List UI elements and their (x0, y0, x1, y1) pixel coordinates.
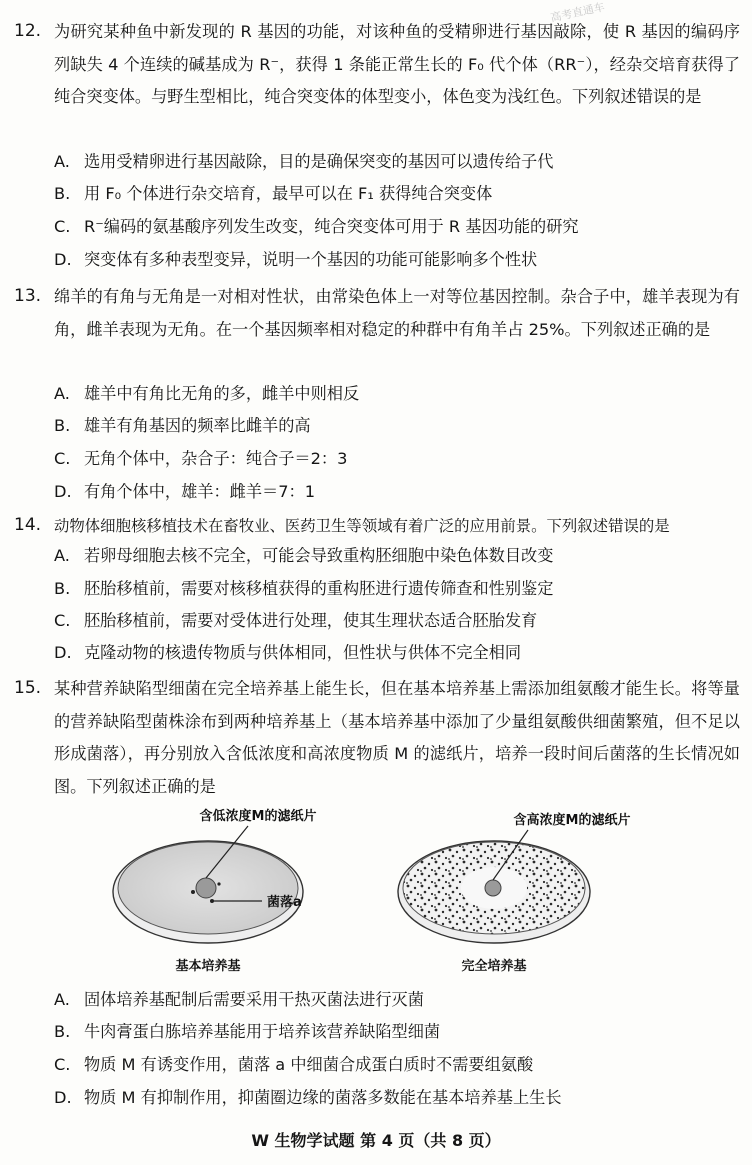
option-label: C. (54, 611, 71, 630)
option-label: A. (54, 990, 70, 1009)
option-label: B. (54, 1022, 71, 1041)
option-text: 雄羊中有角比无角的多，雌羊中则相反 (84, 384, 360, 403)
filter-paper-disc (196, 878, 216, 898)
question-stem: 为研究某种鱼中新发现的 R 基因的功能，对该种鱼的受精卵进行基因敲除，使 R 基因的编码序列缺失 4 个连续的碱基成为 R⁻，获得 1 条能正常生长的 F₀ 代个体（RR⁻），经杂交培育获得了纯合突变体。与野生型相比，纯合突变体的体型变小，体色变为浅红色。下列叙述错误的是 (54, 22, 740, 106)
colony-dot (217, 882, 220, 885)
option-label: A. (54, 152, 70, 171)
option-label: D. (54, 482, 72, 501)
colony-a (191, 890, 195, 894)
option-text: 物质 M 有抑制作用，抑菌圈边缘的菌落多数能在基本培养基上生长 (84, 1088, 562, 1107)
option-text: 若卵母细胞去核不完全，可能会导致重构胚细胞中染色体数目改变 (84, 546, 554, 565)
option-label: B. (54, 579, 71, 598)
option-b (54, 1020, 740, 1044)
complete-medium-dish (398, 830, 590, 943)
option-text: 克隆动物的核遗传物质与供体相同，但性状与供体不完全相同 (84, 643, 522, 662)
watermark: 高考直通车 (549, 0, 606, 25)
option-label: A. (54, 546, 70, 565)
option-label: C. (54, 217, 71, 236)
option-label: D. (54, 1088, 72, 1107)
option-label: C. (54, 449, 71, 468)
option-text: 雄羊有角基因的频率比雌羊的高 (84, 416, 311, 435)
page-footer: W 生物学试题 第 4 页（共 8 页） (251, 1131, 501, 1150)
option-b (54, 182, 740, 206)
option-text: 牛肉膏蛋白胨培养基能用于培养该营养缺陷型细菌 (84, 1022, 441, 1041)
label-high-concentration: 含高浓度M的滤纸片 (513, 813, 631, 828)
caption-complete-medium: 完全培养基 (461, 959, 527, 974)
option-label: A. (54, 384, 70, 403)
basic-medium-dish (113, 826, 303, 943)
option-text: 无角个体中，杂合子：纯合子＝2：3 (84, 449, 348, 468)
option-text: 用 F₀ 个体进行杂交培育，最早可以在 F₁ 获得纯合突变体 (84, 184, 493, 203)
option-label: B. (54, 416, 71, 435)
label-low-concentration: 含低浓度M的滤纸片 (199, 809, 317, 824)
option-c (54, 215, 740, 239)
option-label: D. (54, 250, 72, 269)
option-a (54, 150, 740, 174)
option-a (54, 544, 740, 568)
option-d (54, 1086, 740, 1110)
option-text: 突变体有多种表型变异，说明一个基因的功能可能影响多个性状 (84, 250, 538, 269)
option-c (54, 447, 740, 471)
figure-svg (0, 800, 752, 990)
option-text: 胚胎移植前，需要对受体进行处理，使其生理状态适合胚胎发育 (84, 611, 538, 630)
option-d (54, 641, 740, 665)
question-number: 12. (14, 21, 42, 41)
question-number: 13. (14, 286, 42, 306)
label-colony-a: 菌落a (267, 895, 302, 910)
option-c (54, 1053, 740, 1077)
option-text: 有角个体中，雄羊：雌羊＝7：1 (84, 482, 316, 501)
option-a (54, 988, 740, 1012)
option-c (54, 609, 740, 633)
option-label: C. (54, 1055, 71, 1074)
option-d (54, 480, 740, 504)
option-text: 物质 M 有诱变作用，菌落 a 中细菌合成蛋白质时不需要组氨酸 (84, 1055, 534, 1074)
caption-basic-medium: 基本培养基 (175, 959, 241, 974)
option-text: R⁻编码的氨基酸序列发生改变，纯合突变体可用于 R 基因功能的研究 (84, 217, 579, 236)
question-number: 15. (14, 678, 42, 698)
option-b (54, 414, 740, 438)
option-text: 选用受精卵进行基因敲除，目的是确保突变的基因可以遗传给子代 (84, 152, 554, 171)
question-number: 14. (14, 515, 42, 535)
option-label: B. (54, 184, 71, 203)
option-text: 固体培养基配制后需要采用干热灭菌法进行灭菌 (84, 990, 424, 1009)
question-stem: 动物体细胞核移植技术在畜牧业、医药卫生等领域有着广泛的应用前景。下列叙述错误的是 (54, 517, 670, 535)
question-stem: 绵羊的有角与无角是一对相对性状，由常染色体上一对等位基因控制。杂合子中，雄羊表现为有角，雌羊表现为无角。在一个基因频率相对稳定的种群中有角羊占 25%。下列叙述正确的是 (54, 287, 740, 339)
petri-dish-figure (0, 800, 752, 990)
option-label: D. (54, 643, 72, 662)
option-b (54, 577, 740, 601)
question-stem: 某种营养缺陷型细菌在完全培养基上能生长，但在基本培养基上需添加组氨酸才能生长。将等量的营养缺陷型菌株涂布到两种培养基上（基本培养基中添加了少量组氨酸供细菌繁殖，但不足以形成菌落），再分别放入含低浓度和高浓度物质 M 的滤纸片，培养一段时间后菌落的生长情况如图。下列叙述正确的是 (54, 679, 740, 796)
option-a (54, 382, 740, 406)
option-d (54, 248, 740, 272)
filter-paper-disc (485, 880, 501, 896)
option-text: 胚胎移植前，需要对核移植获得的重构胚进行遗传筛查和性别鉴定 (84, 579, 554, 598)
